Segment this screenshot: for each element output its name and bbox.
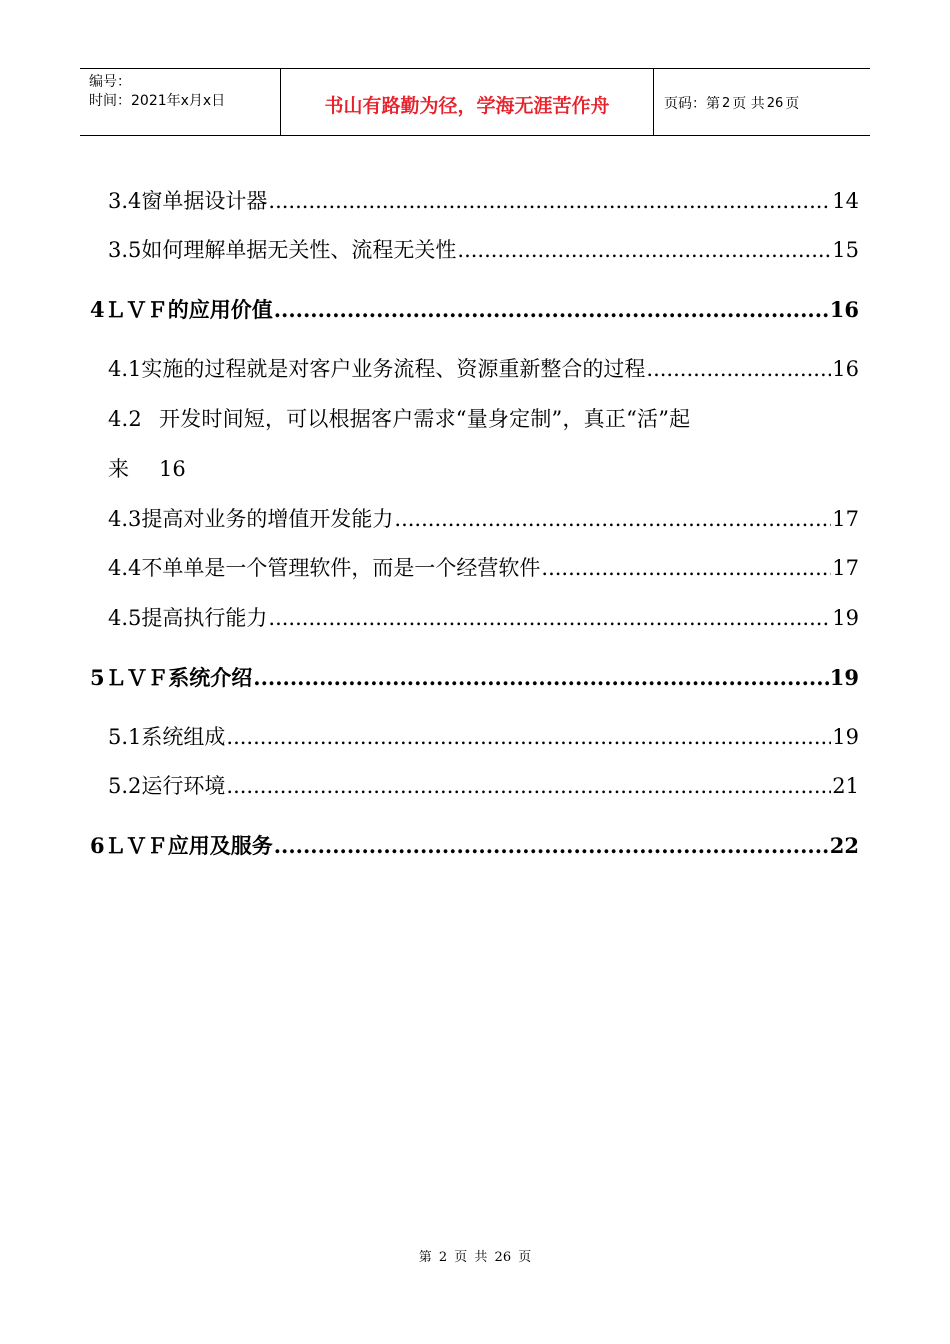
toc-leader xyxy=(268,189,831,213)
toc-entry-4-3[interactable] xyxy=(108,503,859,533)
toc-page: 19 xyxy=(832,725,859,749)
toc-leader xyxy=(394,507,831,531)
header-page-info xyxy=(654,69,870,135)
toc-entry-3-5[interactable] xyxy=(108,234,859,264)
toc-number: 6 xyxy=(90,833,105,858)
toc-page: 17 xyxy=(832,556,859,580)
page-header xyxy=(80,68,870,136)
toc-number: 5 xyxy=(90,665,105,690)
toc-number: 3.5 xyxy=(108,238,142,262)
toc-entry-6[interactable] xyxy=(90,830,859,860)
toc-leader xyxy=(253,665,829,690)
toc-number: 4.2 xyxy=(108,407,142,431)
toc-title: 不单单是一个管理软件，而是一个经营软件 xyxy=(141,556,541,580)
toc-number: 4 xyxy=(90,297,105,322)
toc-page: 15 xyxy=(832,238,859,262)
toc-page: 21 xyxy=(832,774,859,798)
toc-number: 4.5 xyxy=(108,606,142,630)
header-motto: 书山有路勤为径，学海无涯苦作舟 xyxy=(281,69,654,135)
toc-title: 系统组成 xyxy=(141,725,226,749)
page-suffix: 页 xyxy=(785,96,800,112)
toc-number: 4.3 xyxy=(108,507,142,531)
header-meta xyxy=(80,69,281,135)
toc-entry-5-2[interactable] xyxy=(108,770,859,800)
toc-entry-4-1[interactable] xyxy=(108,353,859,383)
page-number: 2 xyxy=(722,95,731,111)
toc-leader xyxy=(274,297,829,322)
toc-entry-4[interactable] xyxy=(90,294,859,324)
toc-page: 14 xyxy=(832,189,859,213)
page-prefix: 页码：第 xyxy=(664,96,720,112)
toc-entry-4-5[interactable] xyxy=(108,602,859,632)
toc-entry-3-4[interactable] xyxy=(108,185,859,215)
toc-page: 16 xyxy=(832,357,859,381)
toc-title: 如何理解单据无关性、流程无关性 xyxy=(141,238,457,262)
toc-line xyxy=(108,403,690,433)
toc-leader xyxy=(268,606,831,630)
toc-page: 16 xyxy=(829,297,859,322)
toc-number: 4.4 xyxy=(108,556,142,580)
toc-title: ＬＶＦ应用及服务 xyxy=(104,833,273,858)
toc-leader xyxy=(226,774,831,798)
toc-number: 4.1 xyxy=(108,357,142,381)
toc-page: 17 xyxy=(832,507,859,531)
toc-page: 19 xyxy=(832,606,859,630)
toc-page: 19 xyxy=(829,665,859,690)
toc-title: ＬＶＦ的应用价值 xyxy=(104,297,273,322)
toc-leader xyxy=(541,556,831,580)
toc-leader xyxy=(457,238,831,262)
toc-title: 提高对业务的增值开发能力 xyxy=(141,507,394,531)
toc-entry-5-1[interactable] xyxy=(108,721,859,751)
toc-number: 5.1 xyxy=(108,725,142,749)
page-total: 26 xyxy=(766,95,784,111)
toc-line xyxy=(108,453,186,483)
toc-page: 22 xyxy=(829,833,859,858)
page-mid: 页 共 xyxy=(732,96,765,112)
toc-leader xyxy=(646,357,831,381)
toc-title: 实施的过程就是对客户业务流程、资源重新整合的过程 xyxy=(141,357,646,381)
toc-leader xyxy=(274,833,829,858)
code-label: 编号： xyxy=(89,74,131,90)
toc-number: 3.4 xyxy=(108,189,142,213)
toc-leader xyxy=(226,725,831,749)
toc-entry-5[interactable] xyxy=(90,662,859,692)
toc-title-continued: 来 xyxy=(108,457,129,481)
toc-title: ＬＶＦ系统介绍 xyxy=(105,665,253,690)
time-label: 时间：2021年x月x日 xyxy=(89,93,226,109)
page-footer: 第 2 页 共 26 页 xyxy=(418,1250,532,1265)
toc-title: 窗单据设计器 xyxy=(141,189,268,213)
toc-title: 运行环境 xyxy=(141,774,226,798)
toc-entry-4-4[interactable] xyxy=(108,552,859,582)
toc-title: 开发时间短，可以根据客户需求“量身定制”，真正“活”起 xyxy=(159,407,691,431)
toc-page: 16 xyxy=(159,457,186,481)
toc-title: 提高执行能力 xyxy=(141,606,268,630)
toc-number: 5.2 xyxy=(108,774,142,798)
